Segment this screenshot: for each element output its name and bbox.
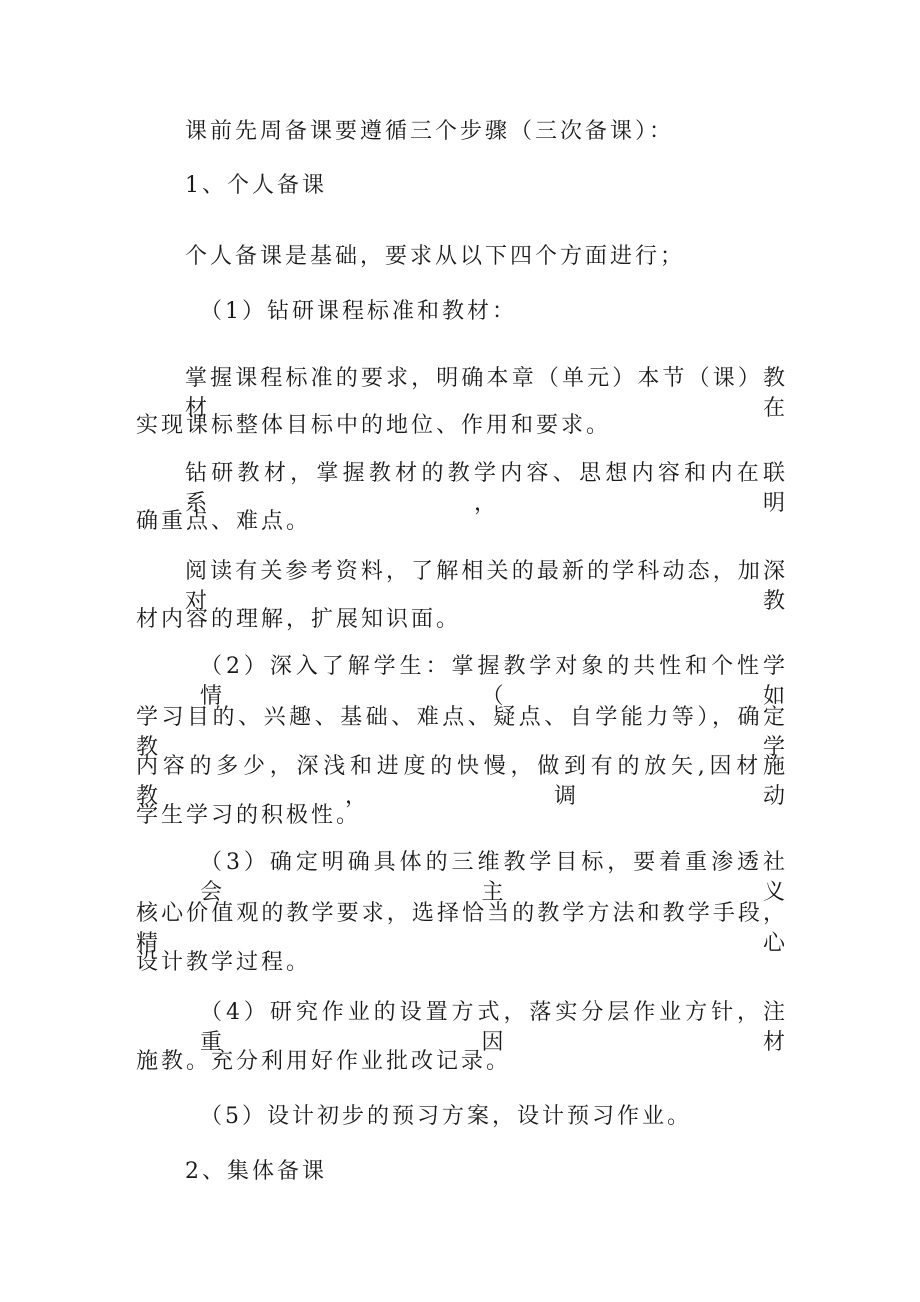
intro-line: 课前先周备课要遵循三个步骤（三次备课）： [185, 119, 675, 144]
individual-prep-intro: 个人备课是基础，要求从以下四个方面进行； [185, 244, 686, 269]
item-1-para-2-line-1: 钻研教材，掌握教材的教学内容、思想内容和内在联系，明 [185, 461, 788, 516]
item-4-line-1: （4）研究作业的设置方式，落实分层作业方针，注重因材 [200, 1000, 788, 1055]
item-2-line-4: 学生学习的积极性。 [136, 803, 362, 828]
heading-collective-prep: 2、集体备课 [185, 1159, 327, 1184]
item-5-line: （5）设计初步的预习方案，设计预习作业。 [200, 1104, 692, 1129]
item-3-line-2: 核心价值观的教学要求，选择恰当的教学方法和教学手段，精心 [136, 901, 788, 956]
item-3-line-1: （3）确定明确具体的三维教学目标，要着重渗透社会主义 [200, 850, 788, 905]
item-4-line-2: 施教。充分利用好作业批改记录。 [136, 1049, 512, 1074]
item-1-heading: （1）钻研课程标准和教材： [200, 299, 517, 324]
item-1-para-2-line-2: 确重点、难点。 [136, 509, 312, 534]
heading-individual-prep: 1、个人备课 [185, 173, 327, 198]
item-2-line-1: （2）深入了解学生：掌握教学对象的共性和个性学情（如 [200, 654, 788, 709]
item-2-line-3: 内容的多少，深浅和进度的快慢，做到有的放矢,因材施教，调动 [136, 754, 788, 809]
item-1-para-1-line-1: 掌握课程标准的要求，明确本章（单元）本节（课）教材在 [185, 366, 788, 421]
item-1-para-3-line-2: 材内容的理解，扩展知识面。 [136, 607, 462, 632]
item-2-line-2: 学习目的、兴趣、基础、难点、疑点、自学能力等），确定教学 [136, 705, 788, 760]
item-1-para-1-line-2: 实现课标整体目标中的地位、作用和要求。 [136, 413, 612, 438]
item-3-line-3: 设计教学过程。 [136, 950, 312, 975]
item-1-para-3-line-1: 阅读有关参考资料，了解相关的最新的学科动态，加深对教 [185, 559, 788, 614]
